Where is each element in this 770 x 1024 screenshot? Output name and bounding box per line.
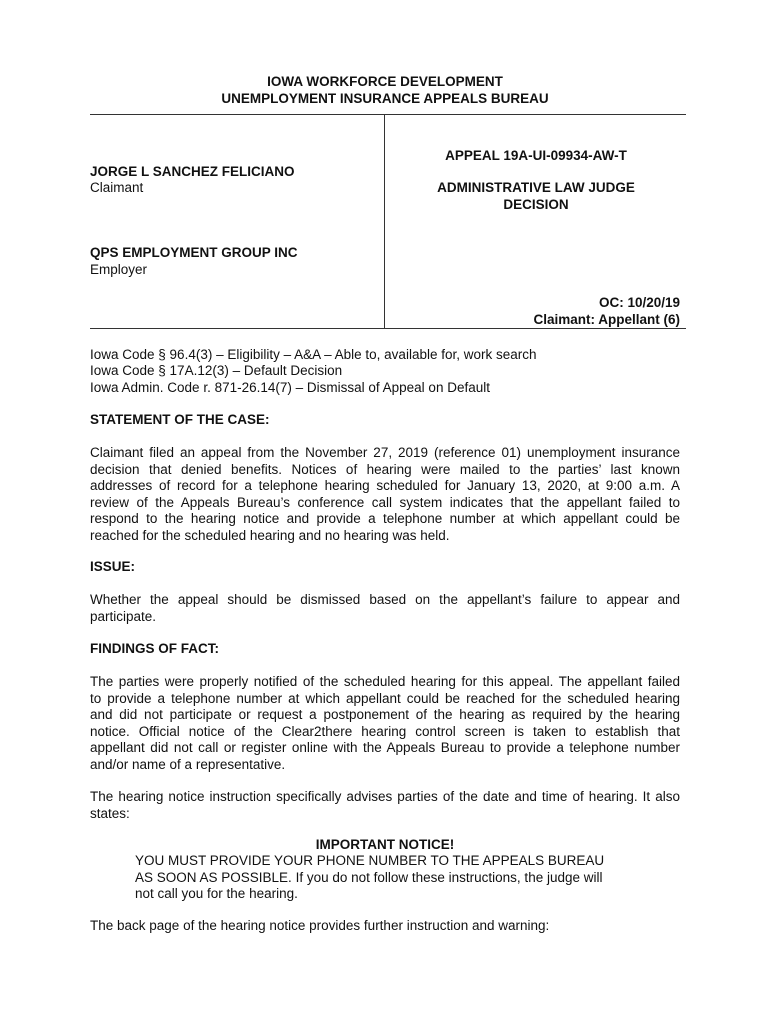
hearing-notice-paragraph (90, 789, 680, 822)
text-line: review of the Appeals Bureau’s conference call system indicates that the appellant failed to (90, 494, 680, 510)
caption-divider (384, 114, 385, 328)
text-line: appellant did not call or register online with the Appeals Bureau to provide a telephone number (90, 740, 680, 755)
bureau-name: UNEMPLOYMENT INSURANCE APPEALS BUREAU (221, 91, 549, 106)
text-line: The hearing notice instruction specifically advises parties of the date and time of hearing. It also (90, 789, 680, 804)
issue-heading: ISSUE: (90, 559, 136, 574)
text-line: Claimant filed an appeal from the November 27, 2019 (reference 01) unemployment insurance (90, 445, 680, 460)
text-line: addresses of record for a telephone hearing scheduled for January 13, 2020, at 9:00 a.m. A (90, 478, 680, 493)
text-line: and/or name of a representative. (90, 756, 286, 772)
text-line: decision that denied benefits. Notices of hearing were mailed to the parties’ last known (90, 461, 680, 477)
important-notice-line: AS SOON AS POSSIBLE. If you do not follow these instructions, the judge will (135, 870, 603, 885)
appeal-number: APPEAL 19A-UI-09934-AW-T (445, 148, 627, 163)
text-line: states: (90, 805, 130, 821)
text-line: notice. Official notice of the Clear2there hearing control screen is taken to establish that (90, 723, 680, 739)
issue-paragraph (90, 592, 680, 625)
oc-date: OC: 10/20/19 (598, 295, 680, 310)
findings-heading: FINDINGS OF FACT: (90, 641, 219, 656)
text-line: reached for the scheduled hearing and no hearing was held. (90, 527, 450, 543)
code-citation: Iowa Admin. Code r. 871-26.14(7) – Dismissal of Appeal on Default (90, 380, 490, 395)
claimant-label: Claimant (90, 180, 144, 195)
employer-label: Employer (90, 262, 148, 277)
text-line: respond to the hearing notice and provide a telephone number at which appellant could be (90, 511, 680, 526)
statement-paragraph (90, 445, 680, 544)
findings-paragraph (90, 674, 680, 773)
important-notice-line: not call you for the hearing. (135, 886, 298, 901)
text-line: to provide a telephone number at which appellant could be reached for the scheduled hearing (90, 690, 680, 706)
caption-top-rule (90, 114, 686, 115)
text-line: participate. (90, 608, 157, 624)
claimant-name: JORGE L SANCHEZ FELICIANO (90, 164, 295, 179)
agency-name: IOWA WORKFORCE DEVELOPMENT (267, 74, 503, 89)
code-citation: Iowa Code § 17A.12(3) – Default Decision (90, 363, 343, 378)
claimant-status: Claimant: Appellant (6) (533, 312, 680, 327)
employer-name: QPS EMPLOYMENT GROUP INC (90, 245, 298, 260)
decision-title-line-2: DECISION (503, 197, 569, 212)
decision-title-line-1: ADMINISTRATIVE LAW JUDGE (437, 180, 635, 195)
important-notice-line: YOU MUST PROVIDE YOUR PHONE NUMBER TO THE APPEALS BUREAU (135, 853, 605, 868)
text-line: The parties were properly notified of the scheduled hearing for this appeal. The appellant failed (90, 674, 680, 689)
code-citation: Iowa Code § 96.4(3) – Eligibility – A&A – Able to, available for, work search (90, 347, 537, 362)
statement-heading: STATEMENT OF THE CASE: (90, 412, 270, 427)
back-page-sentence: The back page of the hearing notice provides further instruction and warning: (90, 918, 550, 933)
text-line: Whether the appeal should be dismissed based on the appellant’s failure to appear and (90, 592, 680, 607)
text-line: and did not participate or request a postponement of the hearing as required by the hearing (90, 707, 680, 722)
important-notice-heading: IMPORTANT NOTICE! (315, 837, 455, 852)
